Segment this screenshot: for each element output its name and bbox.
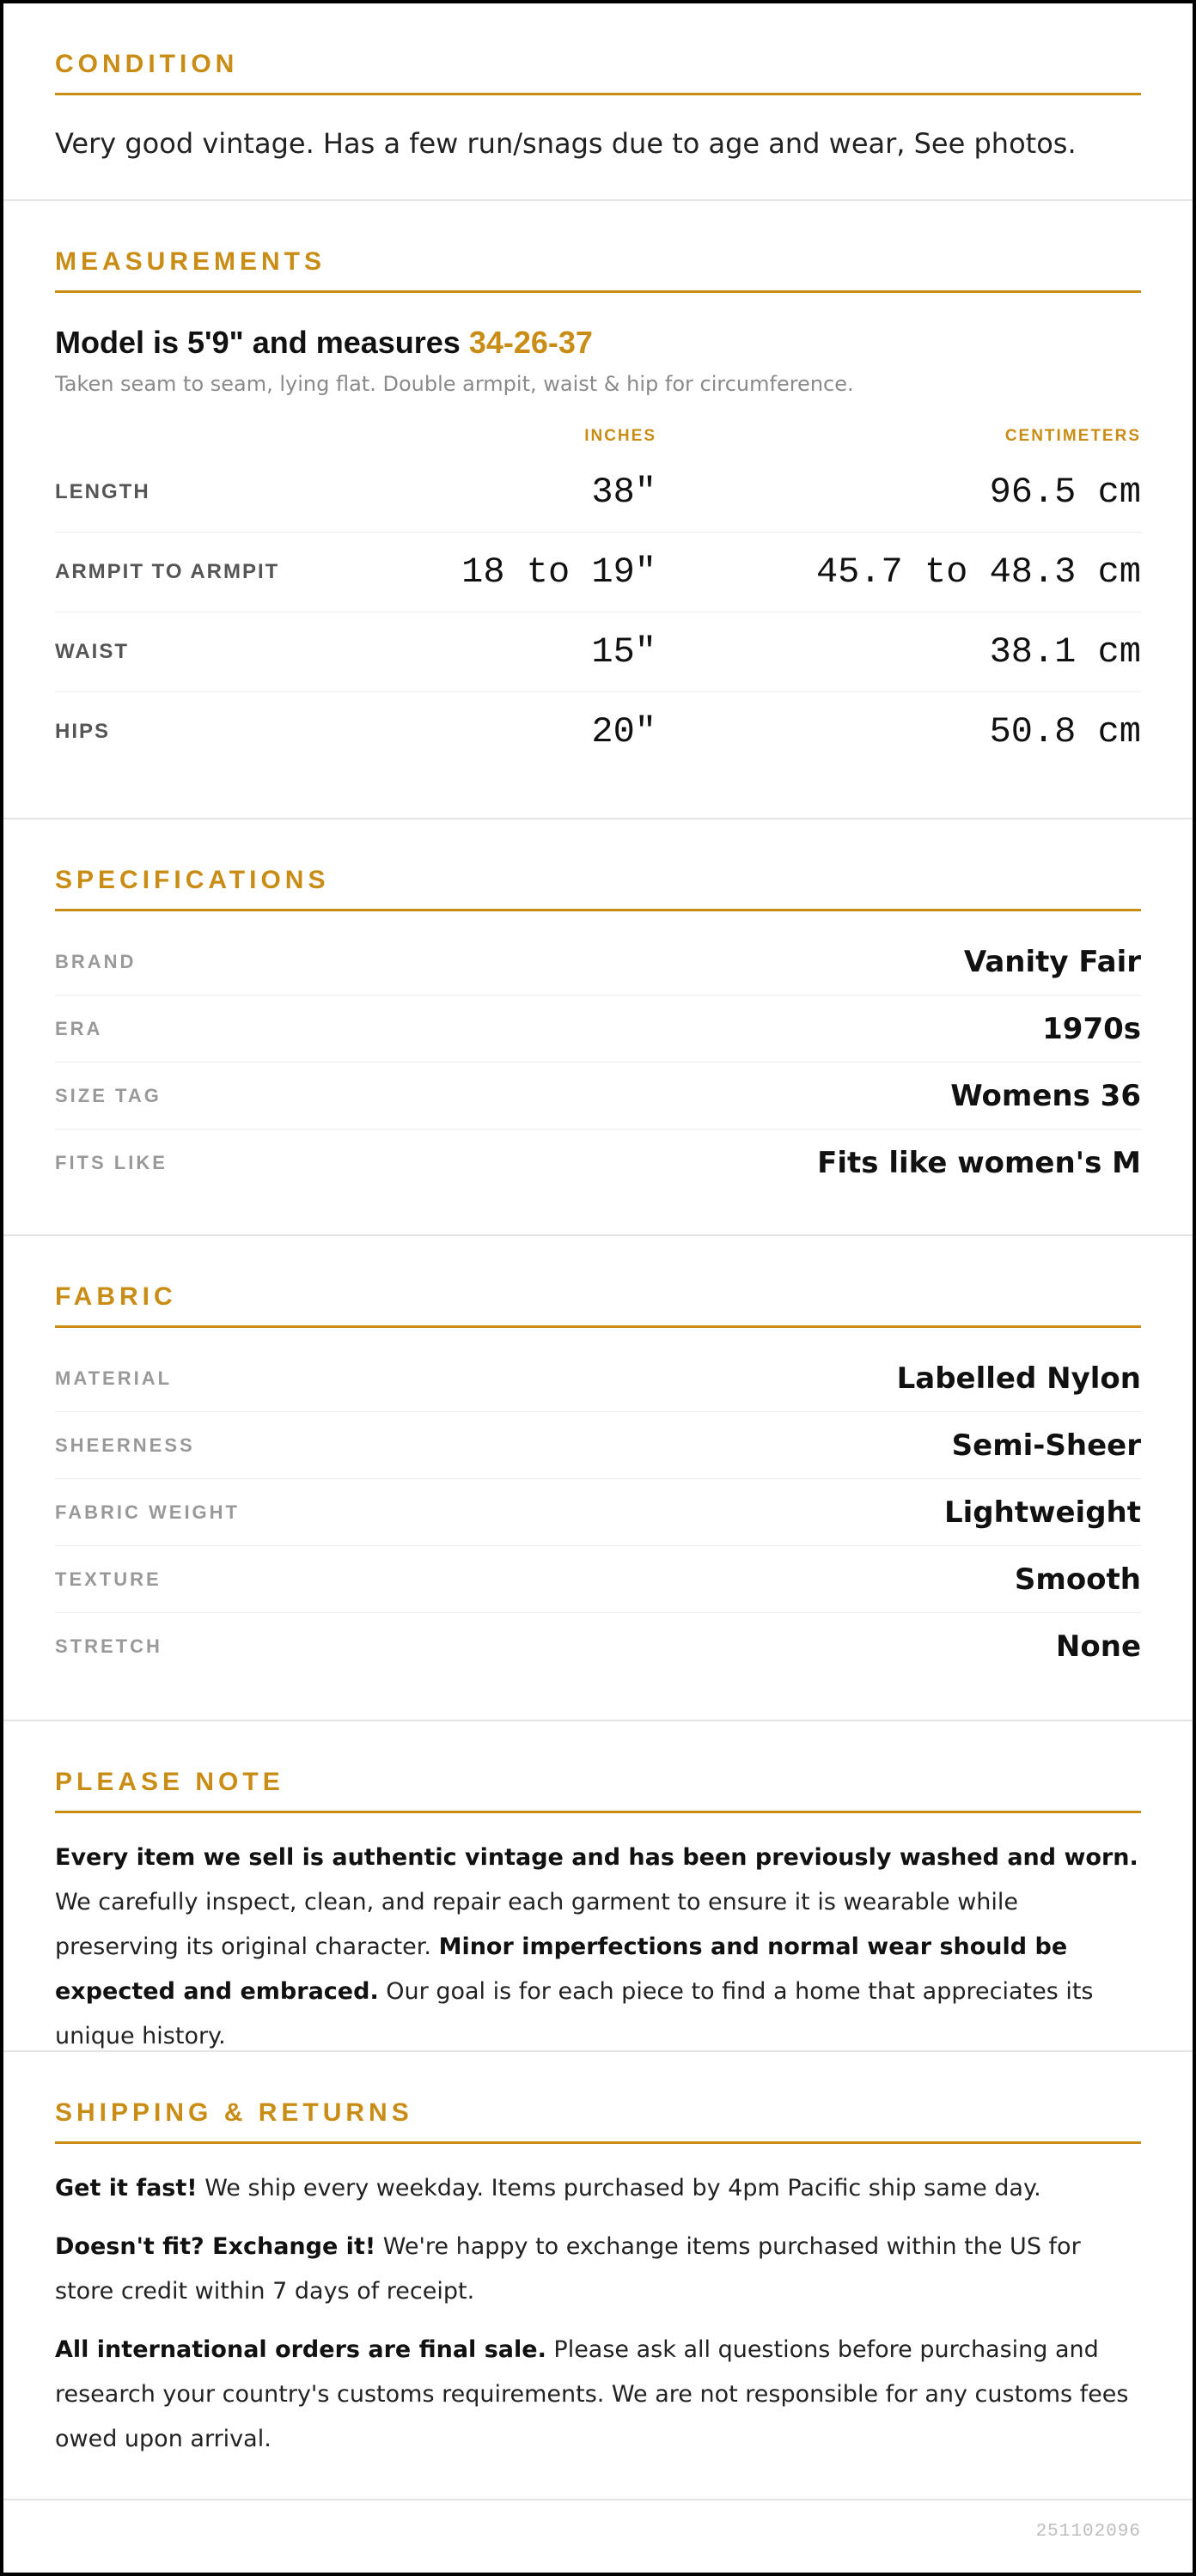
- measurement-note: Taken seam to seam, lying flat. Double armpit, waist & hip for circumference.: [55, 372, 854, 396]
- spec-row-fits-like: [55, 1130, 1141, 1196]
- condition-text: Very good vintage. Has a few run/snags due to age and wear, See photos.: [55, 127, 1077, 160]
- shipping-text-1: We ship every weekday. Items purchased by 4pm Pacific ship same day.: [197, 2175, 1041, 2201]
- measurement-inches: 38": [591, 472, 656, 513]
- inches-header: INCHES: [584, 427, 656, 445]
- model-measure-value: 34-26-37: [468, 325, 593, 360]
- please-note-text: [55, 1836, 1141, 2059]
- fabric-value: Lightweight: [943, 1495, 1141, 1530]
- model-prefix: Model is 5'9" and measures: [55, 325, 469, 360]
- fabric-section: [3, 1236, 1193, 1721]
- measurement-inches: 20": [591, 711, 656, 752]
- measurement-label: LENGTH: [55, 480, 150, 503]
- spec-value: Womens 36: [950, 1078, 1141, 1113]
- measurement-cm: 45.7 to 48.3 cm: [815, 551, 1141, 593]
- fabric-row-stretch: [55, 1613, 1141, 1679]
- note-bold-1: Every item we sell is authentic vintage and has been previously washed and worn.: [55, 1844, 1138, 1871]
- fabric-row-material: [55, 1345, 1141, 1412]
- spec-value: 1970s: [1042, 1011, 1141, 1046]
- fabric-row-weight: [55, 1479, 1141, 1546]
- note-bold-2: Minor imperfections and normal wear should be expected and embraced.: [55, 1934, 1068, 2005]
- shipping-title: SHIPPING & RETURNS: [55, 2100, 1141, 2144]
- measurement-label: WAIST: [55, 640, 129, 663]
- shipping-bold-2: Doesn't fit? Exchange it!: [55, 2233, 376, 2260]
- spec-row-brand: [55, 929, 1141, 996]
- spec-key: ERA: [55, 1017, 103, 1039]
- specifications-list: [55, 929, 1141, 1196]
- spec-value: Vanity Fair: [963, 944, 1141, 979]
- specifications-section: [3, 819, 1193, 1236]
- measurement-label: ARMPIT TO ARMPIT: [55, 560, 280, 583]
- measurements-section: [3, 201, 1193, 819]
- measurement-cm: 50.8 cm: [989, 711, 1141, 752]
- shipping-paragraph-1: [55, 2166, 1141, 2211]
- fabric-row-sheerness: [55, 1412, 1141, 1479]
- fabric-key: MATERIAL: [55, 1367, 173, 1389]
- measurement-label: HIPS: [55, 720, 111, 743]
- model-measurements: [55, 327, 1141, 358]
- note-text-2: Our goal is for each piece to find a home that appreciates its unique history.: [55, 1978, 1094, 2049]
- fabric-value: None: [1055, 1629, 1141, 1664]
- shipping-returns-section: [3, 2052, 1193, 2500]
- fabric-value: Semi-Sheer: [951, 1428, 1141, 1463]
- measurement-row-armpit: [55, 533, 1141, 612]
- fabric-key: FABRIC WEIGHT: [55, 1501, 240, 1523]
- spec-key: BRAND: [55, 950, 137, 972]
- spec-row-era: [55, 996, 1141, 1063]
- measurement-inches: 15": [591, 631, 656, 673]
- fabric-list: [55, 1345, 1141, 1679]
- shipping-paragraph-2: [55, 2225, 1141, 2314]
- measurement-inches: 18 to 19": [461, 551, 656, 593]
- item-code: 251102096: [1035, 2522, 1141, 2542]
- fabric-key: TEXTURE: [55, 1568, 162, 1590]
- measurement-row-length: [55, 453, 1141, 533]
- fabric-title: FABRIC: [55, 1284, 1141, 1328]
- please-note-section: [3, 1721, 1193, 2052]
- fabric-row-texture: [55, 1546, 1141, 1613]
- shipping-bold-3: All international orders are final sale.: [55, 2336, 546, 2363]
- spec-key: SIZE TAG: [55, 1084, 162, 1106]
- measurement-row-hips: [55, 692, 1141, 771]
- fabric-key: STRETCH: [55, 1635, 162, 1657]
- spec-value: Fits like women's M: [817, 1145, 1141, 1180]
- measurement-cm: 38.1 cm: [989, 631, 1141, 673]
- measurement-table-header: [55, 427, 1141, 446]
- fabric-value: Labelled Nylon: [896, 1361, 1141, 1396]
- fabric-key: SHEERNESS: [55, 1434, 195, 1456]
- spec-row-size-tag: [55, 1063, 1141, 1130]
- condition-section: [3, 3, 1193, 201]
- shipping-paragraph-3: [55, 2328, 1141, 2462]
- please-note-title: PLEASE NOTE: [55, 1769, 1141, 1813]
- condition-title: CONDITION: [55, 52, 1141, 95]
- measurement-table: [55, 453, 1141, 771]
- measurement-row-waist: [55, 612, 1141, 692]
- centimeters-header: CENTIMETERS: [1004, 427, 1141, 445]
- spec-key: FITS LIKE: [55, 1151, 168, 1173]
- specifications-title: SPECIFICATIONS: [55, 868, 1141, 911]
- note-text-1: We carefully inspect, clean, and repair each garment to ensure it is wearable while preserving its original character.: [55, 1889, 1019, 1960]
- shipping-bold-1: Get it fast!: [55, 2175, 198, 2201]
- shipping-text-2: We're happy to exchange items purchased within the US for store credit within 7 days of receipt.: [55, 2233, 1081, 2305]
- fabric-value: Smooth: [1014, 1562, 1141, 1597]
- shipping-text-3: Please ask all questions before purchasing and research your country's customs requirements. We are not responsible for any customs fees owed upon arrival.: [55, 2336, 1129, 2452]
- measurement-cm: 96.5 cm: [989, 472, 1141, 513]
- measurements-title: MEASUREMENTS: [55, 249, 1141, 293]
